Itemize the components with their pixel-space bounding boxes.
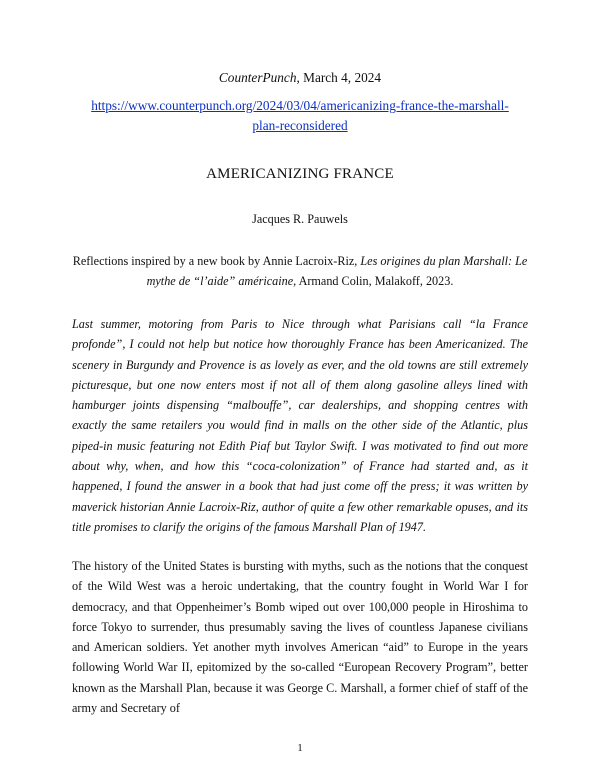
article-title: AMERICANIZING FRANCE — [206, 166, 394, 182]
reflections-suffix: , Armand Colin, Malakoff, 2023. — [293, 274, 454, 288]
publication-name: CounterPunch — [218, 70, 297, 85]
source-line — [0, 68, 600, 88]
article-url[interactable] — [0, 96, 600, 136]
book-title-part-2: mythe de “l’aide” américaine — [146, 274, 294, 288]
intro-paragraph: Last summer, motoring from Paris to Nice through what Parisians call “la France profonde”, I could not help but notice how thoroughly France has been Americanized. The scenery in Burgundy and Provence is as lovely as ever, and the old towns are still extremely picturesque, but one now enters most if not all of them along gasoline alleys lined with hamburger joints dispensing “malbouffe”, car dealerships, and shopping centres with exactly the same retailers you would find in malls on the other side of the Atlantic, plus piped-in music featuring not Edith Piaf but Taylor Swift. I was motivated to find out more about why, when, and how this “coca-colonization” of France had started and, as it happened, I found the answer in a book that had just come off the press; it was written by maverick historian Annie Lacroix-Riz, author of quite a few other remarkable opuses, and its title promises to clarify the origins of the famous Marshall Plan of 1947. — [72, 317, 528, 534]
reflections-note — [0, 251, 600, 291]
body-paragraph: The history of the United States is bursting with myths, such as the notions that the conquest of the Wild West was a heroic undertaking, that the country fought in World War I for democracy, and that Oppenheimer’s Bomb wiped out over 100,000 people in Hiroshima to force Tokyo to surrender, thus presumably saving the lives of countless Japanese civilians and American soldiers. Yet another myth involves American “aid” to Europe in the years following World War II, epitomized by the so-called “European Recovery Program”, better known as the Marshall Plan, because it was George C. Marshall, a former chief of staff of the army and Secretary of — [72, 559, 528, 716]
publication-date: , March 4, 2024 — [296, 70, 382, 85]
page-number: 1 — [297, 742, 303, 754]
author-name: Jacques R. Pauwels — [252, 212, 348, 226]
article-url-line-1[interactable]: https://www.counterpunch.org/2024/03/04/americanizing-france-the-marshall- — [91, 98, 509, 113]
reflections-prefix: Reflections inspired by a new book by Annie Lacroix-Riz, — [72, 254, 361, 268]
article-url-line-2[interactable]: plan-reconsidered — [252, 118, 348, 133]
book-title-part-1: Les origines du plan Marshall: Le — [360, 254, 528, 268]
